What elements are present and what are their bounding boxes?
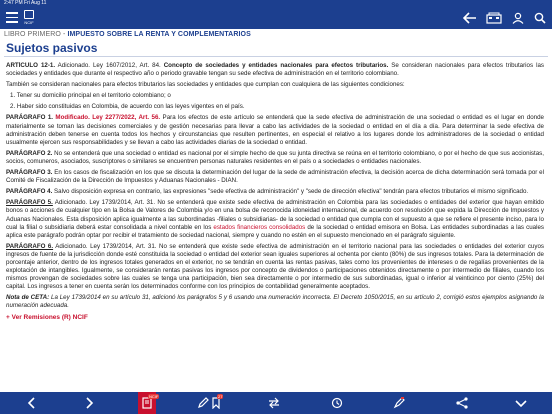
article-paragraph [6, 62, 544, 78]
status-bar [0, 0, 552, 7]
paragraph-5-text-a: Adicionado. Ley 1739/2014, Art. 31. No se entenderá que existe sede efectiva de administración en Colombia para las sociedades o entidades del exterior que hayan emitido bonos o acciones de cualquier tipo en la Bolsa de Valores de Colombia y/o en una bolsa de reconocida idoneidad internacional, de acuerdo con resolución que expida la Dirección de Impuestos y Aduanas Nacionales. Esta disposición aplica igualmente a las subordinadas -filiales o subsidiarias- de la sociedad o entidad que cumpla con el supuesto a que se refiere el presente inciso, para lo cual la filial o subsidiaria deberá estar consolidada a nivel contable en los [6, 199, 544, 231]
chevron-right-icon [82, 397, 96, 409]
paragraph-5-text-b: de la sociedad o entidad emisora en Bolsa. Las entidades subordinadas a las cuales aplica este parágrafo podrán optar por recibir el tratamiento de sociedad nacional, siempre y cuando no estén en el supuesto mencionado en el parágrafo siguiente. [6, 223, 544, 239]
back-arrow-icon[interactable] [463, 12, 477, 24]
share-icon [455, 397, 469, 409]
paragraph-5-label: PARÁGRAFO 5. [6, 199, 53, 207]
breadcrumb-section[interactable]: IMPUESTO SOBRE LA RENTA Y COMPLEMENTARIOS [67, 31, 251, 38]
paragraph-1 [6, 114, 544, 146]
article-heading: Concepto de sociedades y entidades nacionales para efectos tributarios. [163, 62, 389, 69]
prev-button[interactable] [25, 397, 39, 409]
paragraph-1-text: Para los efectos de este artículo se entenderá que la sede efectiva de administración de una sociedad o entidad es el lugar en donde materialmente se toman las decisiones comerciales y de gestión necesarias para llevar a cabo las actividades de la sociedad o entidad en el día a día. Para determinar la sede efectiva de administración deben tenerse en cuenta todos los hechos y circunstancias que resulten pertinentes, en especial el relativo a los lugares donde los administradores de la sociedad o entidad usualmente ejercen sus responsabilidades y se llevan a cabo las actividades diarias de la sociedad o entidad. [6, 114, 544, 146]
paragraph-6-label: PARÁGRAFO 6. [6, 242, 54, 250]
article-text: Se consideran nacionales para efectos tributarios las sociedades y entidades que durante el respectivo año o periodo gravable tengan su sede efectiva de administración en el territorio colombiano. [6, 62, 544, 78]
app-bar [0, 7, 552, 29]
history-button[interactable] [330, 397, 344, 409]
article-intro: Adicionado. Ley 1607/2012, Art. 84. [55, 62, 164, 69]
user-icon[interactable] [511, 12, 525, 24]
breadcrumb-book[interactable]: LIBRO PRIMERO [4, 31, 61, 38]
ncif-tab[interactable] [138, 392, 159, 414]
chevron-down-icon [514, 397, 528, 409]
bookmarks-button[interactable] [209, 394, 223, 409]
ceta-note-text: La Ley 1739/2014 en su artículo 31, adicionó los parágrafos 5 y 6 usando una numeración incorrecta. El Decreto 1050/2015, en su artículo 2, corrigió estos ejemplos asignando la numeración adecuada. [6, 294, 544, 310]
title-divider [4, 56, 548, 57]
ceta-note [6, 294, 544, 310]
history-icon [330, 397, 344, 409]
paragraph-1-modified-link[interactable]: Modificado. Ley 2277/2022, Art. 56. [53, 114, 161, 122]
paragraph-2 [6, 150, 544, 166]
chevron-left-icon [25, 397, 39, 409]
article-label: ARTÍCULO 12-1. [6, 62, 56, 69]
paragraph-6-text: Adicionado. Ley 1739/2014, Art. 31. No se entenderá que existe sede efectiva de administración en el territorio nacional para las sociedades o entidades del exterior cuyos ingresos de fuente de la jurisdicción donde esté constituida la sociedad o entidad del exterior sean iguales superiores al ochenta por ciento (80%) de sus ingresos totales. Para la determinación de porcentaje anterior, dentro de los ingresos totales generados en el exterior, no se tendrán en cuenta las rentas pasivas, tales como los provenientes de intereses o de regalías provenientes de la explotación de intangibles. Igualmente, se considerarán rentas pasivas los ingresos por concepto de dividendos o participaciones obtenidos directamente o por intermedio de filiales, cuando los mismos provengan de sociedades sobre las cuales se tenga una participación, bien sea directamente o por intermedio de sus subordinadas, igual o inferior al veinticinco por ciento (25%) del capital. Los ingresos a tener en cuenta serán los determinados conforme con los principios de contabilidad generalmente aceptados. [6, 242, 544, 291]
highlight-button[interactable] [392, 397, 406, 409]
paragraph-3 [6, 169, 544, 185]
breadcrumb [4, 31, 251, 38]
paragraph-5 [6, 199, 544, 239]
search-icon[interactable] [534, 12, 546, 24]
swap-arrows-icon [267, 397, 281, 409]
paragraph-3-text: En los casos de fiscalización en los que se discuta la determinación del lugar de la sede de administración efectiva, la decisión acerca de dicha determinación será tomada por el Comité de Fiscalización de la Dirección de Impuestos y Aduanas Nacionales - DIAN. [6, 169, 544, 185]
highlighter-icon [392, 397, 406, 409]
menu-icon[interactable] [6, 12, 18, 24]
app-actions [463, 11, 546, 25]
logo-text: NCIF [24, 20, 34, 25]
pencil-icon [196, 397, 210, 409]
ncif-tab-inner [140, 394, 159, 409]
collapse-button[interactable] [514, 397, 528, 409]
page-title: Sujetos pasivos [6, 41, 98, 55]
paragraph-4-text: Salvo disposición expresa en contrario, las expresiones "sede efectiva de administración" y "sede de dirección efectiva" tendrán para efectos tributarios el mismo significado. [52, 188, 529, 196]
paragraph-2-text: No se entenderá que una sociedad o entidad es nacional por el simple hecho de que su junta directiva se reúna en el territorio colombiano, o por el hecho de que sus accionistas, socios, comuneros, asociados, suscriptores o similares se encuentren personas naturales residentes en el país o a sociedades o entidades nacionales. [6, 149, 544, 165]
next-button[interactable] [82, 397, 96, 409]
article-content[interactable] [6, 62, 544, 377]
estados-financieros-link[interactable]: estados financieros consolidados [213, 223, 306, 231]
app-logo [22, 10, 36, 26]
library-icon[interactable] [486, 12, 502, 24]
ncif-badge: NCIF [149, 394, 159, 399]
edit-button[interactable] [196, 397, 210, 409]
paragraph-4 [6, 188, 544, 196]
bookmarks-badge: 27 [218, 394, 223, 399]
ceta-note-label: Nota de CETA: [6, 294, 50, 302]
list-item: 1. Tener su domicilio principal en el territorio colombiano; o [10, 92, 171, 100]
paragraph-1-label: PARÁGRAFO 1. [6, 114, 53, 122]
paragraph-6 [6, 243, 544, 292]
also-paragraph: También se consideran nacionales para efectos tributarios las sociedades y entidades que cumplan con cualquiera de las siguientes condiciones: [6, 81, 405, 89]
bottom-toolbar [0, 392, 552, 414]
paragraph-4-label: PARÁGRAFO 4. [6, 188, 53, 196]
breadcrumb-separator: - [60, 31, 68, 38]
sync-button[interactable] [267, 397, 281, 409]
remissions-link[interactable]: + Ver Remisiones (R) NCIF [6, 313, 88, 321]
paragraph-3-label: PARÁGRAFO 3. [6, 169, 53, 177]
share-button[interactable] [455, 397, 469, 409]
status-time: 2:47 PM Fri Aug 11 [4, 0, 47, 6]
paragraph-2-label: PARÁGRAFO 2. [6, 149, 53, 157]
list-item: 2. Haber sido constituidas en Colombia, de acuerdo con las leyes vigentes en el país. [10, 103, 245, 111]
